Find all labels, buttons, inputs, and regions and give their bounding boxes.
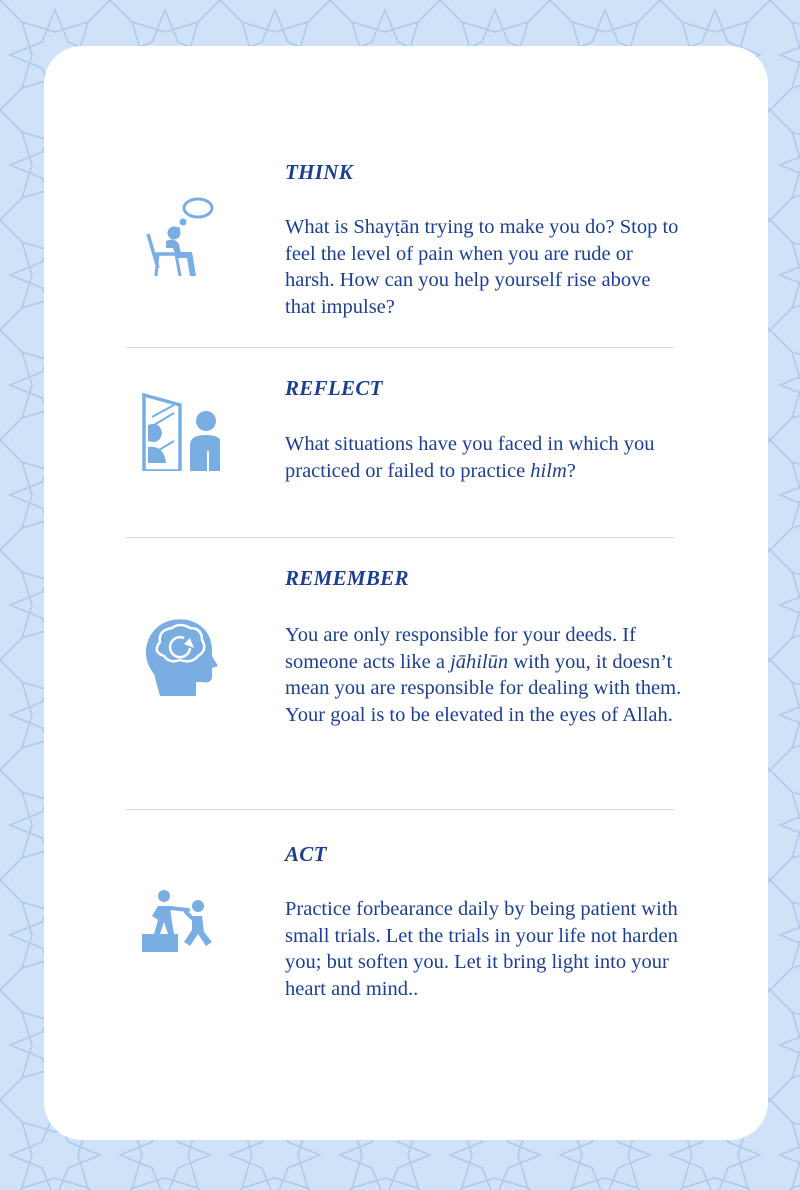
body-text-italic: hilm	[530, 459, 567, 482]
content-card	[44, 46, 768, 1140]
thinking-person-icon	[140, 196, 220, 276]
head-brain-icon	[140, 616, 220, 696]
section-title: ACT	[285, 842, 327, 866]
body-text: You are only responsible for your deeds. If someone acts like a	[285, 624, 636, 673]
mirror-reflection-icon	[140, 391, 220, 471]
section-body	[285, 622, 685, 728]
body-text: What is Shayṭān trying to make you do? Stop to feel the level of pain when you are rude or harsh. How can you help yourself rise above that impulse?	[285, 216, 679, 318]
section-title: THINK	[285, 160, 354, 184]
section-body	[285, 214, 685, 320]
body-text: What situations have you faced in which you practiced or failed to practice	[285, 433, 655, 482]
divider	[126, 347, 674, 348]
section-title: REMEMBER	[285, 566, 409, 590]
divider	[126, 809, 674, 810]
helping-hand-icon	[140, 888, 220, 968]
body-text: ?	[566, 459, 576, 482]
divider	[126, 537, 674, 538]
section-body	[285, 896, 685, 1002]
section-body	[285, 431, 685, 484]
body-text-italic: jāhilūn	[450, 650, 509, 673]
body-text: with you, it doesn’t mean you are responsible for dealing with them. Your goal is to be elevated in the eyes of Allah.	[285, 650, 682, 726]
section-title: REFLECT	[285, 376, 383, 400]
body-text: Practice forbearance daily by being patient with small trials. Let the trials in your life not harden you; but soften you. Let it bring light into your heart and mind..	[285, 898, 678, 1000]
